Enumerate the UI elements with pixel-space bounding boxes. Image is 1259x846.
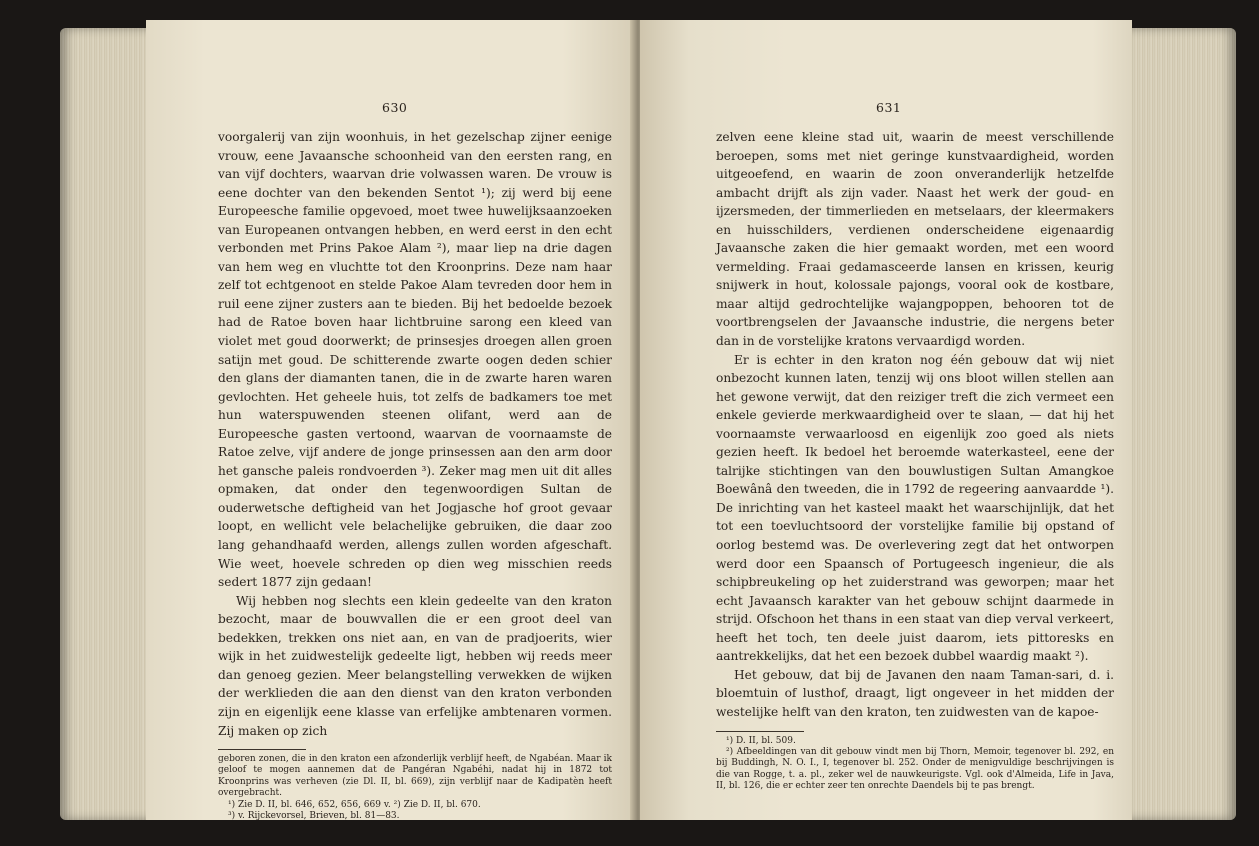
right-body-text — [716, 128, 1114, 722]
right-page-content — [716, 106, 1114, 793]
footnote: ³) v. Rijckevorsel, Brieven, bl. 81—83. — [228, 811, 400, 822]
right-page-number: 631 — [876, 100, 902, 115]
right-footnotes — [716, 736, 1114, 793]
footnote: ²) Afbeeldingen van dit gebouw vindt men bij Thorn, Memoir, tegenover bl. 292, en bij Buddingh, N. O. I., I, tegenover bl. 252. Onder de menigvuldige beschrijvingen is die van Rogge, t. a. pl., zeker wel de nauwkeurigste. Vgl. ook d'Almeida, Life in Java, II, bl. 126, die er echter zeer ten onrechte Daendels bij te pas brengt. — [716, 746, 1114, 792]
left-page — [146, 20, 636, 820]
right-paragraph: Er is echter in den kraton nog één gebouw dat wij niet onbezocht kunnen laten, tenzij wij ons bloot willen stellen aan het gewone verwijt, dat den reiziger treft die zich vermeet een enkele gevierde merkwaardigheid over te slaan, — dat hij het voornaamste verwaarloosd en eigenlijk zoo goed als niets gezien heeft. Ik bedoel het beroemde waterkasteel, eene der talrijke stichtingen van den bouwlustigen Sultan Amangkoe Boewânâ den tweeden, die in 1792 de regeering aanvaardde ¹). De inrichting van het kasteel maakt het waarschijnlijk, dat het tot een toevluchtsoord der vorstelijke familie bij opstand of oorlog bestemd was. De overlevering zegt dat het ontworpen werd door een Spaansch of Portugeesch ingenieur, die als schipbreukeling op het zuiderstrand was geworpen; maar het echt Javaansch karakter van het gebouw schijnt daarmede in strijd. Ofschoon het thans in een staat van diep verval verkeert, heeft het toch, ten deele juist daarom, iets pittoresks en aantrekkelijks, dat het een bezoek dubbel waardig maakt ²). — [716, 352, 1114, 664]
left-page-number: 630 — [382, 100, 408, 115]
left-paragraph: Wij hebben nog slechts een klein gedeelte van den kraton bezocht, maar de bouwvallen die er een groot deel van bedekken, trekken ons niet aan, en van de pradjoerits, wier wijk in het zuidwestelijk gedeelte ligt, hebben wij reeds meer dan genoeg gezien. Meer belangstelling verwekken de wijken der werklieden die aan den dienst van den kraton verbonden zijn en eigenlijk eene klasse van erfelijke ambtenaren vormen. Zij maken op zich — [218, 593, 612, 738]
right-paragraph: zelven eene kleine stad uit, waarin de meest verschillende beroepen, soms met niet geringe kunstvaardigheid, worden uitgeoefend, en waarin de zoon onveranderlijk hetzelfde ambacht drijft als zijn vader. Naast het werk der goud- en ijzersmeden, der timmerlieden en metselaars, der kleermakers en huisschilders, verdienen onderscheidene eigenaardig Javaansche zaken die hier gemaakt worden, met een woord vermelding. Fraai gedamasceerde lansen en krissen, keurig snijwerk in hout, kolossale pajongs, vooral ook de kostbare, maar altijd gedrochtelijke wajangpoppen, behooren tot de voortbrengselen der Javaansche industrie, die nergens beter dan in de vorstelijke kratons vervaardigd worden. — [716, 130, 1114, 349]
open-book — [18, 6, 1244, 838]
right-page-edges — [1128, 28, 1236, 820]
left-footnotes — [218, 754, 612, 822]
left-body-text — [218, 128, 612, 740]
footnote: ¹) Zie D. II, bl. 646, 652, 656, 669 v. ²) Zie D. II, bl. 670. — [228, 799, 481, 810]
right-paragraph: Het gebouw, dat bij de Javanen den naam Taman-sari, d. i. bloemtuin of lusthof, draagt, ligt ongeveer in het midden der westelijke helft van den kraton, ten zuidwesten van de kapoe- — [716, 667, 1114, 719]
footnote-rule — [218, 749, 306, 750]
footnote-rule — [716, 731, 804, 732]
footnote: ¹) D. II, bl. 509. — [726, 735, 796, 746]
left-page-content — [218, 106, 612, 822]
footnote: geboren zonen, die in den kraton een afzonderlijk verblijf heeft, de Ngabéan. Maar ik geloof te mogen aannemen dat de Pangéran Ngabéhi, nadat hij in 1872 tot Kroonprins was verheven (zie Dl. II, bl. 669), zijn verblijf naar de Kadipatèn heeft overgebracht. — [218, 754, 612, 799]
left-paragraph: voorgalerij van zijn woonhuis, in het gezelschap zijner eenige vrouw, eene Javaansche schoonheid van den eersten rang, en van vijf dochters, waarvan drie volwassen waren. De vrouw is eene dochter van den bekenden Sentot ¹); zij werd bij eene Europeesche familie opgevoed, moet twee huwelijksaanzoeken van Europeanen ontvangen hebben, en werd eerst in den echt verbonden met Prins Pakoe Alam ²), maar liep na drie dagen van hem weg en vluchtte tot den Kroonprins. Deze nam haar zelf tot echtgenoot en stelde Pakoe Alam tevreden door hem in ruil eene zijner zusters aan te bieden. Bij het bedoelde bezoek had de Ratoe boven haar lichtbruine sarong een kleed van violet met goud doorwerkt; de prinsesjes droegen allen groen satijn met goud. De schitterende zwarte oogen deden schier den glans der diamanten tanen, die in de zwarte haren waren gevlochten. Het geheele huis, tot zelfs de badkamers toe met hun waterspuwenden steenen olifant, werd aan de Europeesche gasten vertoond, waarvan de voornaamste de Ratoe zelve, vijf andere de jonge prinsessen aan den arm door het gansche paleis rondvoerden ³). Zeker mag men uit dit alles opmaken, dat onder den tegenwoordigen Sultan de ouderwetsche deftigheid van het Jogjasche hof groot gevaar loopt, en wellicht vele belachelijke gebruiken, die daar zoo lang gehandhaafd werden, allengs zullen worden afgeschaft. Wie weet, hoevele schreden op dien weg misschien reeds sedert 1877 zijn gedaan! — [218, 130, 612, 590]
right-page — [640, 20, 1132, 820]
